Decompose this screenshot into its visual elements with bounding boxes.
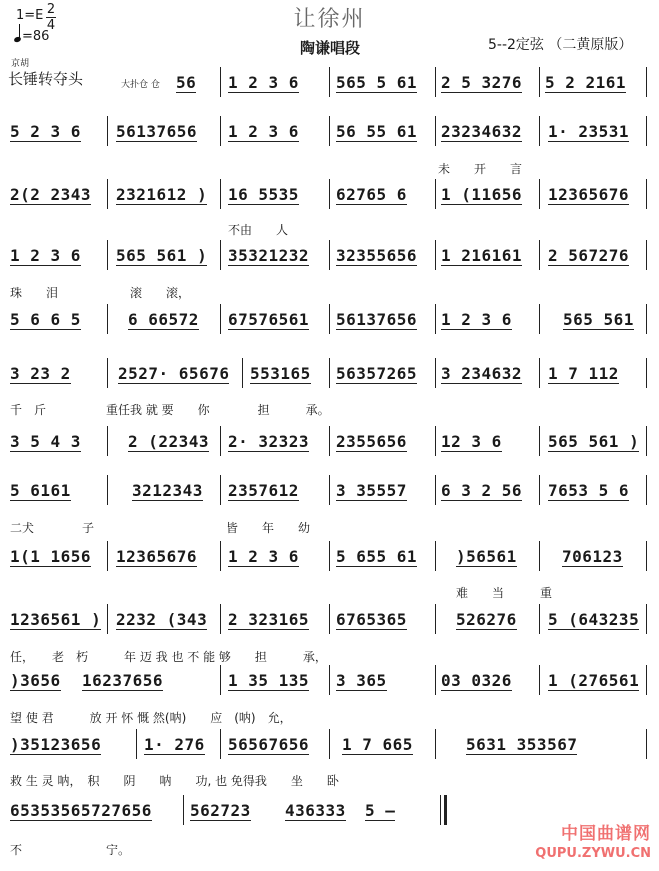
barline — [329, 304, 330, 334]
barline — [539, 426, 540, 456]
time-numerator: 2 — [46, 2, 56, 17]
barline — [329, 604, 330, 634]
barline — [539, 665, 540, 695]
measure: 23234632 — [441, 122, 523, 141]
lyrics-line: 不由 人 — [228, 223, 289, 237]
barline — [329, 426, 330, 456]
barline — [646, 729, 647, 759]
measure: 3212343 — [132, 481, 203, 500]
measure: 12 3 6 — [441, 432, 502, 451]
measure: 2 (22343 — [128, 432, 210, 451]
quarter-note-icon — [13, 36, 21, 43]
final-barline-thin — [440, 795, 441, 825]
barline — [435, 179, 436, 209]
measure: 3 23 2 — [10, 364, 71, 383]
measure: 2 567276 — [548, 246, 630, 265]
measure: 56 — [176, 73, 197, 92]
barline — [539, 179, 540, 209]
measure: 67576561 — [228, 310, 310, 329]
measure: 03 0326 — [441, 671, 512, 690]
barline — [220, 541, 221, 571]
measure: 12365676 — [116, 547, 198, 566]
measure: 436333 — [285, 801, 346, 820]
barline — [646, 604, 647, 634]
barline — [646, 304, 647, 334]
barline — [646, 179, 647, 209]
measure: 562723 — [190, 801, 251, 820]
measure: 706123 — [562, 547, 623, 566]
measure: 1 (276561 — [548, 671, 640, 690]
barline — [539, 67, 540, 97]
barline — [539, 475, 540, 505]
lyrics-line: 千 斤 重任我 就 要 你 担 承。 — [10, 403, 330, 417]
measure: 6 66572 — [128, 310, 199, 329]
barline — [539, 541, 540, 571]
measure: 5 2 3 6 — [10, 122, 81, 141]
measure: 1 2 3 6 — [10, 246, 81, 265]
barline — [107, 604, 108, 634]
barline — [220, 116, 221, 146]
final-barline-thick — [444, 795, 447, 825]
measure: 56567656 — [228, 735, 310, 754]
barline — [539, 240, 540, 270]
tuning-info: 5--2定弦 （二黄原版） — [488, 37, 633, 53]
measure: 1 (11656 — [441, 185, 523, 204]
measure: 1(1 1656 — [10, 547, 92, 566]
barline — [646, 116, 647, 146]
barline — [220, 729, 221, 759]
barline — [107, 475, 108, 505]
barline — [107, 358, 108, 388]
measure: 2321612 ) — [116, 185, 208, 204]
barline — [220, 604, 221, 634]
watermark-site-url: QUPU.ZYWU.CN — [535, 846, 651, 861]
barline — [539, 604, 540, 634]
percussion-label: 大扑仓 仓 — [121, 80, 160, 90]
barline — [646, 541, 647, 571]
measure: 1 2 3 6 — [441, 310, 512, 329]
barline — [435, 240, 436, 270]
instrument-label: 京胡 — [11, 58, 30, 68]
measure: 6765365 — [336, 610, 407, 629]
measure: 5 – — [365, 801, 396, 820]
measure: 1 2 3 6 — [228, 547, 299, 566]
barline — [329, 240, 330, 270]
barline — [220, 67, 221, 97]
barline — [435, 729, 436, 759]
barline — [435, 67, 436, 97]
barline — [329, 665, 330, 695]
barline — [435, 541, 436, 571]
measure: 6 3 2 56 — [441, 481, 523, 500]
barline — [435, 604, 436, 634]
barline — [329, 475, 330, 505]
barline — [183, 795, 184, 825]
barline — [107, 240, 108, 270]
measure: 16237656 — [82, 671, 164, 690]
barline — [329, 358, 330, 388]
key-signature: 1=E — [16, 8, 44, 23]
measure: )3656 — [10, 671, 61, 690]
barline — [107, 116, 108, 146]
measure: 56357265 — [336, 364, 418, 383]
barline — [646, 358, 647, 388]
barline — [220, 665, 221, 695]
barline — [242, 358, 243, 388]
lyrics-line: 珠 泪 滚 滚， — [10, 286, 191, 300]
measure: 62765 6 — [336, 185, 407, 204]
barline — [329, 541, 330, 571]
measure: )56561 — [456, 547, 517, 566]
measure: 2(2 2343 — [10, 185, 92, 204]
measure: 7653 5 6 — [548, 481, 630, 500]
time-denominator: 4 — [46, 18, 56, 33]
measure: 565 561 ) — [548, 432, 640, 451]
measure: 1 35 135 — [228, 671, 310, 690]
barline — [107, 426, 108, 456]
watermark-site-name: 中国曲谱网 — [561, 824, 651, 844]
lyrics-line: 望 使 君 放 开 怀 慨 然(呐) 应 (呐) 允， — [10, 711, 292, 725]
lyrics-line: 难 当 重 — [456, 586, 553, 600]
barline — [539, 358, 540, 388]
barline — [220, 179, 221, 209]
measure: 2 323165 — [228, 610, 310, 629]
lyrics-line: 未 开 言 — [438, 162, 523, 176]
measure: 16 5535 — [228, 185, 299, 204]
measure: 1 2 3 6 — [228, 122, 299, 141]
measure: 2· 32323 — [228, 432, 310, 451]
measure: 56137656 — [116, 122, 198, 141]
measure: 1· 23531 — [548, 122, 630, 141]
barline — [220, 475, 221, 505]
measure: 565 561 ) — [116, 246, 208, 265]
measure: 1 7 112 — [548, 364, 619, 383]
measure: 5 2 2161 — [545, 73, 627, 92]
measure: 3 35557 — [336, 481, 407, 500]
measure: 1· 276 — [144, 735, 205, 754]
measure: 5 6161 — [10, 481, 71, 500]
barline — [107, 179, 108, 209]
measure: 56 55 61 — [336, 122, 418, 141]
barline — [107, 304, 108, 334]
barline — [539, 304, 540, 334]
barline — [329, 67, 330, 97]
measure: 2 5 3276 — [441, 73, 523, 92]
barline — [646, 67, 647, 97]
measure: 65353565727656 — [10, 801, 152, 820]
measure: 565 561 — [563, 310, 634, 329]
barline — [136, 729, 137, 759]
measure: 1 7 665 — [342, 735, 413, 754]
barline — [220, 240, 221, 270]
measure: 56137656 — [336, 310, 418, 329]
measure: 5 (643235 — [548, 610, 640, 629]
barline — [539, 116, 540, 146]
barline — [435, 358, 436, 388]
barline — [435, 304, 436, 334]
barline — [646, 665, 647, 695]
subtitle: 陶谦唱段 — [299, 39, 360, 57]
barline — [329, 729, 330, 759]
barline — [646, 240, 647, 270]
barline — [435, 426, 436, 456]
measure: 2527· 65676 — [118, 364, 230, 383]
lyrics-line: 救 生 灵 呐， 积 阴 呐 功, 也 免得我 坐 卧 — [10, 774, 339, 788]
barline — [435, 665, 436, 695]
measure: 5 655 61 — [336, 547, 418, 566]
barline — [329, 116, 330, 146]
measure: 2355656 — [336, 432, 407, 451]
barline — [220, 304, 221, 334]
measure: 32355656 — [336, 246, 418, 265]
measure: 1 2 3 6 — [228, 73, 299, 92]
barline — [435, 116, 436, 146]
tune-name: 长锤转夺头 — [8, 71, 84, 88]
measure: 3 365 — [336, 671, 387, 690]
barline — [646, 475, 647, 505]
barline — [220, 426, 221, 456]
measure: 1236561 ) — [10, 610, 102, 629]
measure: 2357612 — [228, 481, 299, 500]
measure: 565 5 61 — [336, 73, 418, 92]
measure: 12365676 — [548, 185, 630, 204]
tempo-value: =86 — [22, 29, 50, 44]
tempo-marking — [14, 26, 49, 44]
lyrics-line: 不 宁。 — [10, 843, 131, 857]
measure: 3 234632 — [441, 364, 523, 383]
page-title: 让徐州 — [293, 7, 366, 32]
lyrics-line: 二犬 子 皆 年 幼 — [10, 521, 311, 535]
measure: 5 6 6 5 — [10, 310, 81, 329]
measure: 5631 353567 — [466, 735, 578, 754]
measure: 35321232 — [228, 246, 310, 265]
barline — [435, 475, 436, 505]
lyrics-line: 任， 老 朽 年 迈 我 也 不 能 够 担 承， — [10, 650, 327, 664]
measure: 553165 — [250, 364, 311, 383]
barline — [646, 426, 647, 456]
measure: 3 5 4 3 — [10, 432, 81, 451]
barline — [329, 179, 330, 209]
measure: 1 216161 — [441, 246, 523, 265]
measure: )35123656 — [10, 735, 102, 754]
measure: 526276 — [456, 610, 517, 629]
barline — [107, 541, 108, 571]
score-row — [0, 735, 659, 805]
score-row — [0, 364, 659, 434]
measure: 2232 (343 — [116, 610, 208, 629]
